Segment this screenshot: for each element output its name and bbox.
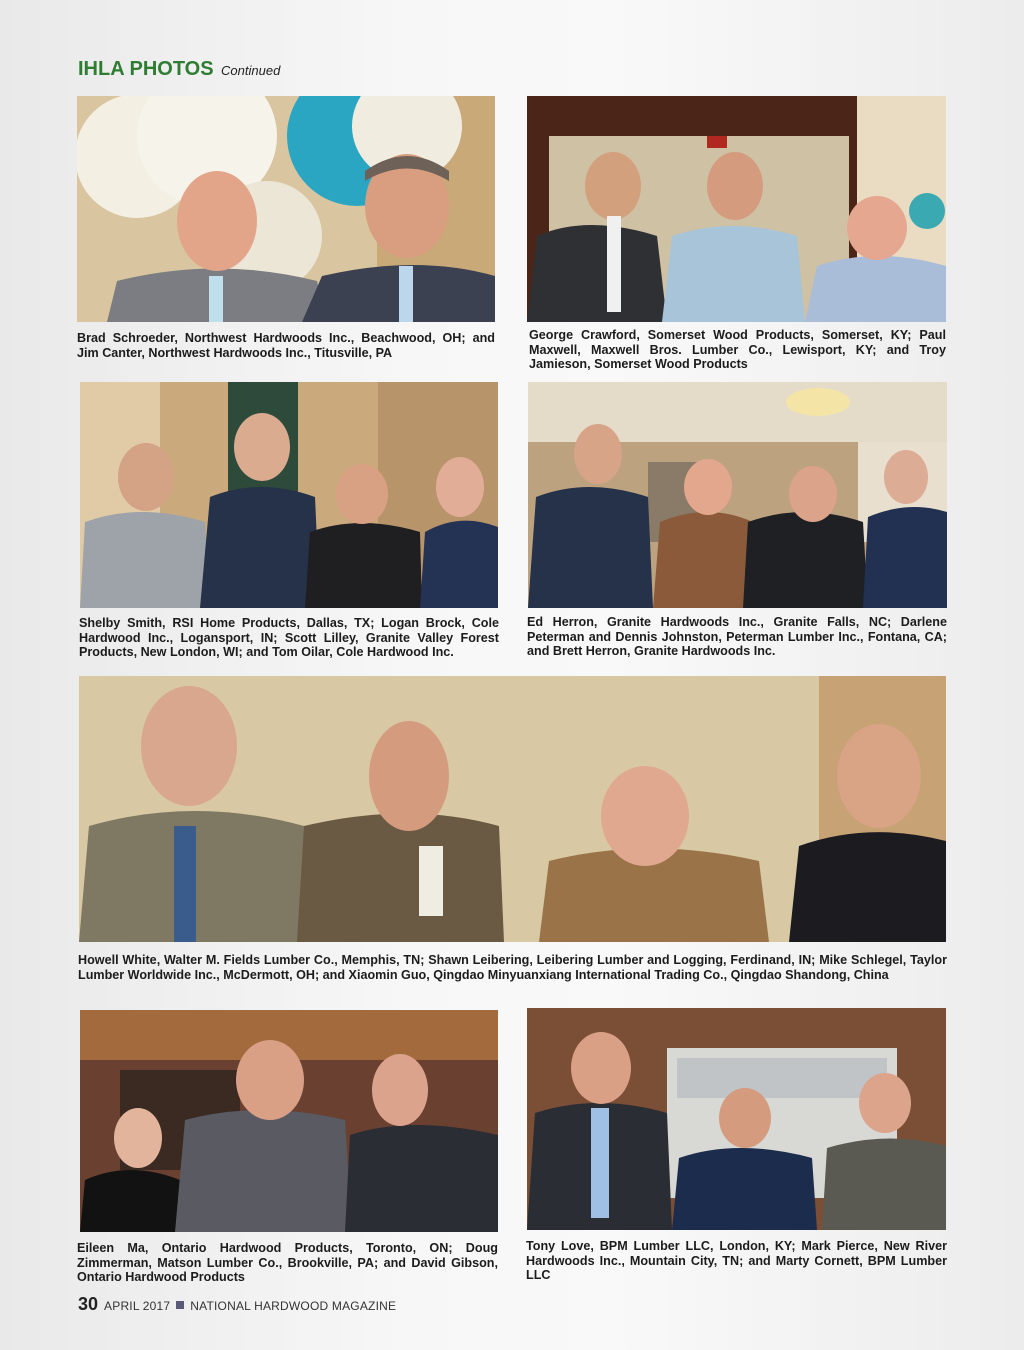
photo-1 xyxy=(77,96,495,322)
photo-1-caption: Brad Schroeder, Northwest Hardwoods Inc., Beachwood, OH; and Jim Canter, Northwest Hardwoods Inc., Titusville, PA xyxy=(77,331,495,360)
magazine-name: NATIONAL HARDWOOD MAGAZINE xyxy=(190,1299,397,1313)
photo-2 xyxy=(527,96,946,322)
photo-3-caption: Shelby Smith, RSI Home Products, Dallas, TX; Logan Brock, Cole Hardwood Inc., Logansport, IN; Scott Lilley, Granite Valley Forest Products, New London, WI; and Tom Oilar, Cole Hardwood Inc. xyxy=(79,616,499,660)
page-footer xyxy=(78,1294,396,1315)
photo-6 xyxy=(80,1010,498,1232)
photo-2-caption: George Crawford, Somerset Wood Products, Somerset, KY; Paul Maxwell, Maxwell Bros. Lumber Co., Lewisport, KY; and Troy Jamieson, Somerset Wood Products xyxy=(529,328,946,372)
issue-date: APRIL 2017 xyxy=(104,1299,171,1313)
photo-5-caption: Howell White, Walter M. Fields Lumber Co., Memphis, TN; Shawn Leibering, Leibering Lumber and Logging, Ferdinand, IN; Mike Schlegel, Taylor Lumber Worldwide Inc., McDermott, OH; and Xiaomin Guo, Qingdao Minyuanxiang International Trading Co., Qingdao Shandong, China xyxy=(78,953,947,982)
photo-4-caption: Ed Herron, Granite Hardwoods Inc., Granite Falls, NC; Darlene Peterman and Dennis Johnston, Peterman Lumber Inc., Fontana, CA; and Brett Herron, Granite Hardwoods Inc. xyxy=(527,615,947,659)
photo-3 xyxy=(80,382,498,608)
page-number: 30 xyxy=(78,1294,99,1314)
section-title: IHLA PHOTOS xyxy=(78,58,214,80)
photo-5 xyxy=(79,676,946,942)
photo-7-caption: Tony Love, BPM Lumber LLC, London, KY; Mark Pierce, New River Hardwoods Inc., Mountain City, TN; and Marty Cornett, BPM Lumber LLC xyxy=(526,1239,947,1283)
separator-square-icon xyxy=(176,1301,184,1309)
photo-7 xyxy=(527,1008,946,1230)
page-header xyxy=(78,58,280,81)
photo-4 xyxy=(528,382,947,608)
photo-6-caption: Eileen Ma, Ontario Hardwood Products, Toronto, ON; Doug Zimmerman, Matson Lumber Co., Brookville, PA; and David Gibson, Ontario Hardwood Products xyxy=(77,1241,498,1285)
section-subtitle: Continued xyxy=(221,63,281,78)
